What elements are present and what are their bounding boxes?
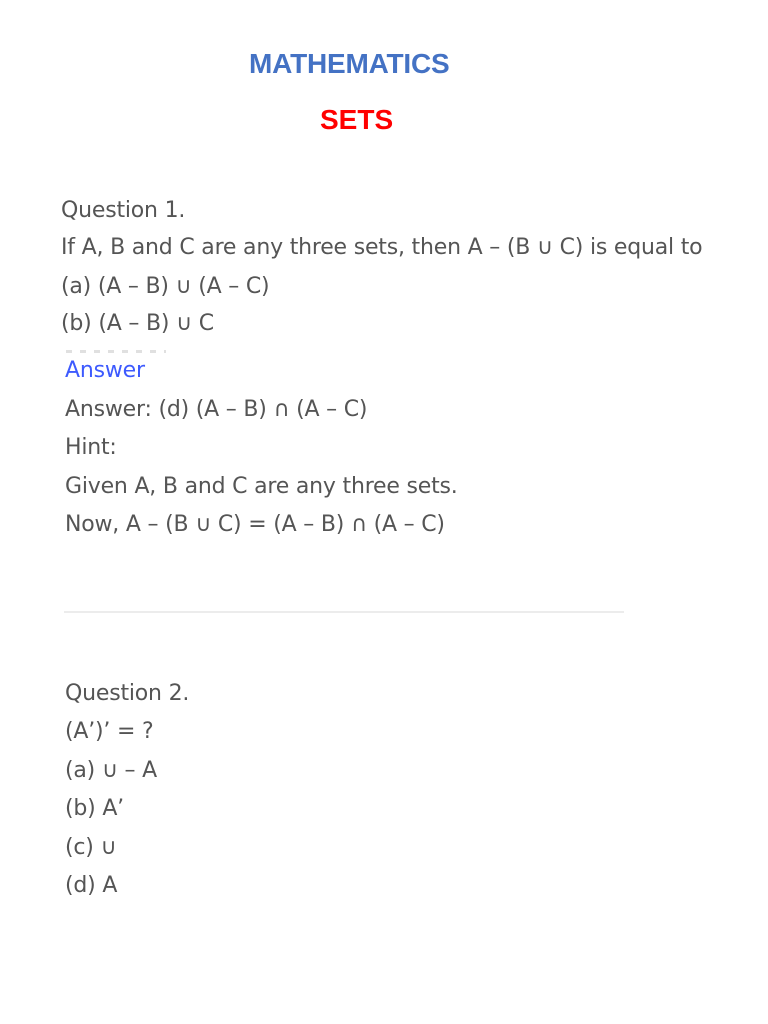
question-1-hint-label: Hint: <box>65 435 117 460</box>
document-topic-heading: SETS <box>320 104 394 135</box>
question-2-option-a: (a) ∪ – A <box>65 758 157 783</box>
document-subject-heading: MATHEMATICS <box>249 48 450 79</box>
question-2-title: Question 2. <box>65 681 190 706</box>
question-1-option-b: (b) (A – B) ∪ C <box>61 311 214 336</box>
question-1-hint-line-2: Now, A – (B ∪ C) = (A – B) ∩ (A – C) <box>65 512 445 537</box>
question-2-option-b: (b) A’ <box>65 796 124 821</box>
question-1-hint-line-1: Given A, B and C are any three sets. <box>65 474 458 499</box>
section-divider <box>64 611 624 613</box>
question-2-option-c: (c) ∪ <box>65 835 117 860</box>
question-1-text: If A, B and C are any three sets, then A – (B ∪ C) is equal to <box>61 235 703 260</box>
question-1-title: Question 1. <box>61 198 186 223</box>
question-1-answer: Answer: (d) (A – B) ∩ (A – C) <box>65 397 368 422</box>
cropped-text-remnant <box>66 350 166 353</box>
question-1-option-a: (a) (A – B) ∪ (A – C) <box>61 274 270 299</box>
question-2-text: (A’)’ = ? <box>65 719 154 744</box>
answer-toggle-link[interactable]: Answer <box>65 358 145 383</box>
question-2-option-d: (d) A <box>65 873 118 898</box>
